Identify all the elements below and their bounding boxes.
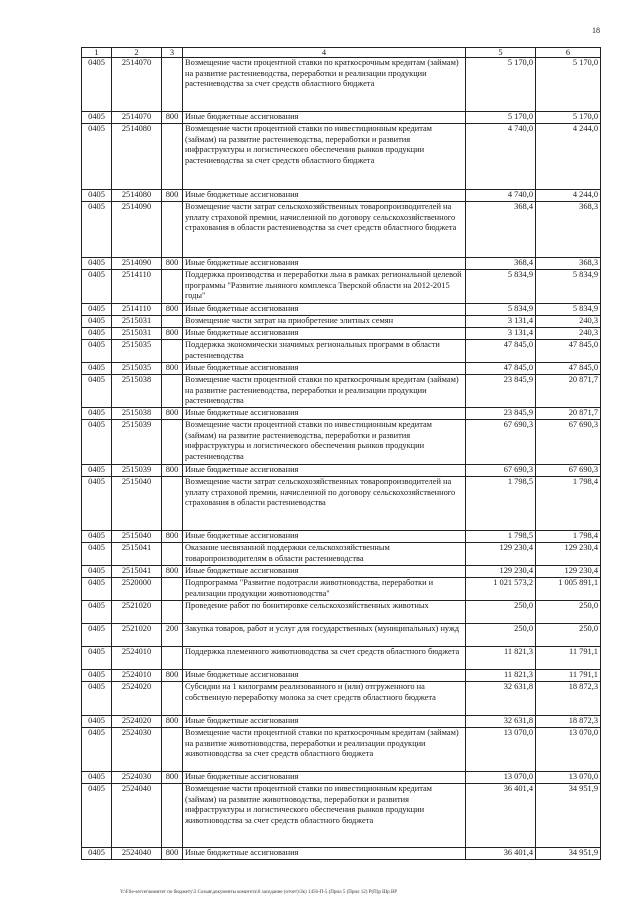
expense-type-code [162,647,183,670]
executed-amount: 5 170,0 [536,112,601,124]
expense-type-code: 800 [162,716,183,728]
section-code: 0405 [82,784,112,848]
expense-type-code [162,202,183,258]
expense-type-code: 800 [162,408,183,420]
section-code: 0405 [82,772,112,784]
item-description: Иные бюджетные ассигнования [183,258,466,270]
expense-type-code: 800 [162,670,183,682]
executed-amount: 11 791,1 [536,647,601,670]
section-code: 0405 [82,624,112,647]
table-row [82,124,601,190]
executed-amount: 4 244,0 [536,124,601,190]
planned-amount: 5 170,0 [466,58,536,112]
expense-type-code [162,543,183,566]
expense-type-code [162,58,183,112]
table-row [82,328,601,340]
planned-amount: 13 070,0 [466,728,536,772]
target-code: 2515041 [112,566,162,578]
executed-amount: 34 951,9 [536,784,601,848]
section-code: 0405 [82,647,112,670]
table-row [82,202,601,258]
section-code: 0405 [82,465,112,477]
table-row [82,190,601,202]
planned-amount: 129 230,4 [466,566,536,578]
table-row [82,848,601,860]
expense-type-code: 800 [162,363,183,375]
planned-amount: 3 131,4 [466,316,536,328]
planned-amount: 5 834,9 [466,270,536,304]
planned-amount: 32 631,8 [466,682,536,716]
executed-amount: 5 834,9 [536,270,601,304]
item-description: Возмещение части процентной ставки по краткосрочным кредитам (займам) на развитие животноводства, переработки и реализации продукции животноводства за счет средств областного бюджета [183,728,466,772]
section-code: 0405 [82,316,112,328]
item-description: Иные бюджетные ассигнования [183,670,466,682]
table-row [82,316,601,328]
planned-amount: 5 170,0 [466,112,536,124]
expense-type-code [162,682,183,716]
expense-type-code: 800 [162,190,183,202]
table-row [82,543,601,566]
target-code: 2514110 [112,270,162,304]
item-description: Подпрограмма "Развитие подотрасли животноводства, переработки и реализации продукции животноводства" [183,578,466,601]
target-code: 2514090 [112,258,162,270]
item-description: Поддержка племенного животноводства за счет средств областного бюджета [183,647,466,670]
executed-amount: 250,0 [536,601,601,624]
table-row [82,670,601,682]
header-cell: 2 [112,48,162,58]
target-code: 2515035 [112,340,162,363]
item-description: Поддержка производства и переработки льна в рамках региональной целевой программы "Развитие льняного комплекса Тверской области на 2012-2015 годы" [183,270,466,304]
planned-amount: 129 230,4 [466,543,536,566]
executed-amount: 1 798,4 [536,477,601,531]
item-description: Иные бюджетные ассигнования [183,465,466,477]
planned-amount: 47 845,0 [466,340,536,363]
section-code: 0405 [82,363,112,375]
target-code: 2514090 [112,202,162,258]
section-code: 0405 [82,112,112,124]
table-row [82,258,601,270]
expense-type-code: 800 [162,328,183,340]
target-code: 2524010 [112,670,162,682]
expense-type-code: 200 [162,624,183,647]
executed-amount: 18 872,3 [536,716,601,728]
planned-amount: 4 740,0 [466,190,536,202]
executed-amount: 47 845,0 [536,363,601,375]
target-code: 2524020 [112,682,162,716]
item-description: Иные бюджетные ассигнования [183,190,466,202]
table-row [82,465,601,477]
page-number: 18 [592,26,600,35]
target-code: 2515040 [112,531,162,543]
target-code: 2515040 [112,477,162,531]
table-row [82,420,601,465]
expense-type-code: 800 [162,772,183,784]
executed-amount: 1 798,4 [536,531,601,543]
section-code: 0405 [82,190,112,202]
planned-amount: 36 401,4 [466,784,536,848]
item-description: Субсидии на 1 килограмм реализованного и (или) отгруженного на собственную переработку молока за счет средств областного бюджета [183,682,466,716]
table-row [82,624,601,647]
expense-type-code [162,784,183,848]
planned-amount: 3 131,4 [466,328,536,340]
planned-amount: 67 690,3 [466,465,536,477]
budget-table [81,47,601,860]
table-row [82,647,601,670]
executed-amount: 250,0 [536,624,601,647]
item-description: Иные бюджетные ассигнования [183,848,466,860]
table-row [82,784,601,848]
target-code: 2524040 [112,848,162,860]
table-row [82,58,601,112]
target-code: 2515035 [112,363,162,375]
planned-amount: 23 845,9 [466,408,536,420]
table-row [82,728,601,772]
section-code: 0405 [82,270,112,304]
target-code: 2515031 [112,316,162,328]
table-row [82,304,601,316]
executed-amount: 11 791,1 [536,670,601,682]
target-code: 2514070 [112,58,162,112]
expense-type-code [162,270,183,304]
target-code: 2524030 [112,728,162,772]
executed-amount: 5 170,0 [536,58,601,112]
planned-amount: 11 821,3 [466,670,536,682]
table-row [82,601,601,624]
item-description: Закупка товаров, работ и услуг для государственных (муниципальных) нужд [183,624,466,647]
table-row [82,112,601,124]
target-code: 2514070 [112,112,162,124]
expense-type-code: 800 [162,258,183,270]
table-header-row [82,48,601,58]
planned-amount: 36 401,4 [466,848,536,860]
executed-amount: 47 845,0 [536,340,601,363]
planned-amount: 250,0 [466,601,536,624]
table-row [82,375,601,408]
item-description: Возмещение части процентной ставки по инвестиционным кредитам (займам) на развитие растениеводства, переработки и развития инфраструктуры и логистического обеспечения рынков продукции растениеводства [183,420,466,465]
section-code: 0405 [82,477,112,531]
section-code: 0405 [82,58,112,112]
section-code: 0405 [82,566,112,578]
table-row [82,772,601,784]
planned-amount: 32 631,8 [466,716,536,728]
section-code: 0405 [82,408,112,420]
section-code: 0405 [82,328,112,340]
section-code: 0405 [82,848,112,860]
target-code: 2514110 [112,304,162,316]
target-code: 2521020 [112,601,162,624]
target-code: 2524040 [112,784,162,848]
section-code: 0405 [82,716,112,728]
expense-type-code: 800 [162,848,183,860]
header-cell: 1 [82,48,112,58]
executed-amount: 240,3 [536,316,601,328]
header-cell: 3 [162,48,183,58]
executed-amount: 129 230,4 [536,543,601,566]
expense-type-code [162,728,183,772]
planned-amount: 23 845,9 [466,375,536,408]
planned-amount: 1 798,5 [466,531,536,543]
executed-amount: 18 872,3 [536,682,601,716]
expense-type-code: 800 [162,566,183,578]
item-description: Иные бюджетные ассигнования [183,304,466,316]
table-row [82,340,601,363]
executed-amount: 129 230,4 [536,566,601,578]
section-code: 0405 [82,124,112,190]
target-code: 2515039 [112,465,162,477]
item-description: Проведение работ по бонитировке сельскохозяйственных животных [183,601,466,624]
item-description: Оказание несвязанной поддержки сельскохозяйственным товаропроизводителям в области растениеводства [183,543,466,566]
planned-amount: 250,0 [466,624,536,647]
section-code: 0405 [82,258,112,270]
item-description: Иные бюджетные ассигнования [183,772,466,784]
section-code: 0405 [82,578,112,601]
item-description: Иные бюджетные ассигнования [183,363,466,375]
header-cell: 4 [183,48,466,58]
item-description: Иные бюджетные ассигнования [183,566,466,578]
target-code: 2515041 [112,543,162,566]
section-code: 0405 [82,304,112,316]
planned-amount: 11 821,3 [466,647,536,670]
item-description: Иные бюджетные ассигнования [183,531,466,543]
executed-amount: 4 244,0 [536,190,601,202]
section-code: 0405 [82,728,112,772]
executed-amount: 20 871,7 [536,375,601,408]
table-row [82,716,601,728]
item-description: Иные бюджетные ассигнования [183,112,466,124]
target-code: 2514080 [112,190,162,202]
table-row [82,682,601,716]
target-code: 2515038 [112,408,162,420]
target-code: 2524020 [112,716,162,728]
table-row [82,578,601,601]
item-description: Иные бюджетные ассигнования [183,408,466,420]
header-cell: 5 [466,48,536,58]
expense-type-code [162,477,183,531]
item-description: Возмещение части затрат на приобретение элитных семян [183,316,466,328]
target-code: 2524030 [112,772,162,784]
target-code: 2515038 [112,375,162,408]
table-row [82,566,601,578]
target-code: 2514080 [112,124,162,190]
target-code: 2515039 [112,420,162,465]
section-code: 0405 [82,531,112,543]
expense-type-code [162,578,183,601]
expense-type-code [162,340,183,363]
planned-amount: 1 798,5 [466,477,536,531]
expense-type-code: 800 [162,304,183,316]
item-description: Возмещение части процентной ставки по краткосрочным кредитам (займам) на развитие растениеводства, переработки и реализации продукции растениеводства за счет средств областного бюджета [183,58,466,112]
section-code: 0405 [82,682,112,716]
header-cell: 6 [536,48,601,58]
item-description: Иные бюджетные ассигнования [183,328,466,340]
expense-type-code: 800 [162,465,183,477]
item-description: Поддержка экономически значимых региональных программ в области растениеводства [183,340,466,363]
executed-amount: 13 070,0 [536,772,601,784]
table-row [82,363,601,375]
target-code: 2521020 [112,624,162,647]
file-path-footer: Y:\File-server\комитет по бюджету\3 Созыв\документы комитета\6 заседание (отчет)\Зк) 1456-П-5 (Прил 5 (Прил 12) Р(П)р Шр ВР [120,890,398,895]
executed-amount: 240,3 [536,328,601,340]
item-description: Возмещение части процентной ставки по краткосрочным кредитам (займам) на развитие растениеводства, переработки и реализации продукции растениеводства [183,375,466,408]
item-description: Иные бюджетные ассигнования [183,716,466,728]
expense-type-code [162,601,183,624]
item-description: Возмещение части процентной ставки по инвестиционным кредитам (займам) на развитие животноводства, переработки и развития инфраструктуры и логистического обеспечения рынков продукции животноводства за счет средств областного бюджета [183,784,466,848]
target-code: 2520000 [112,578,162,601]
planned-amount: 67 690,3 [466,420,536,465]
item-description: Возмещение части затрат сельскохозяйственных товаропроизводителей на уплату страховой премии, начисленной по договору сельскохозяйственного страхования в области растениеводства за счет средств областного бюджета [183,202,466,258]
executed-amount: 67 690,3 [536,465,601,477]
table-row [82,531,601,543]
section-code: 0405 [82,601,112,624]
section-code: 0405 [82,420,112,465]
section-code: 0405 [82,670,112,682]
table-row [82,477,601,531]
table-row [82,270,601,304]
target-code: 2515031 [112,328,162,340]
section-code: 0405 [82,375,112,408]
planned-amount: 47 845,0 [466,363,536,375]
item-description: Возмещение части процентной ставки по инвестиционным кредитам (займам) на развитие растениеводства, переработки и развития инфраструктуры и логистического обеспечения рынков продукции растениеводства за счет средств областного бюджета [183,124,466,190]
executed-amount: 34 951,9 [536,848,601,860]
expense-type-code [162,316,183,328]
table-row [82,408,601,420]
expense-type-code: 800 [162,112,183,124]
executed-amount: 67 690,3 [536,420,601,465]
executed-amount: 368,3 [536,202,601,258]
expense-type-code [162,375,183,408]
expense-type-code: 800 [162,531,183,543]
section-code: 0405 [82,340,112,363]
planned-amount: 368,4 [466,202,536,258]
planned-amount: 1 021 573,2 [466,578,536,601]
section-code: 0405 [82,202,112,258]
planned-amount: 368,4 [466,258,536,270]
executed-amount: 20 871,7 [536,408,601,420]
executed-amount: 1 005 891,1 [536,578,601,601]
planned-amount: 5 834,9 [466,304,536,316]
target-code: 2524010 [112,647,162,670]
item-description: Возмещение части затрат сельскохозяйственных товаропроизводителей на уплату страховой премии, начисленной по договору сельскохозяйственного страхования в области растениеводства [183,477,466,531]
expense-type-code [162,420,183,465]
expense-type-code [162,124,183,190]
executed-amount: 368,3 [536,258,601,270]
planned-amount: 13 070,0 [466,772,536,784]
executed-amount: 5 834,9 [536,304,601,316]
section-code: 0405 [82,543,112,566]
planned-amount: 4 740,0 [466,124,536,190]
executed-amount: 13 070,0 [536,728,601,772]
